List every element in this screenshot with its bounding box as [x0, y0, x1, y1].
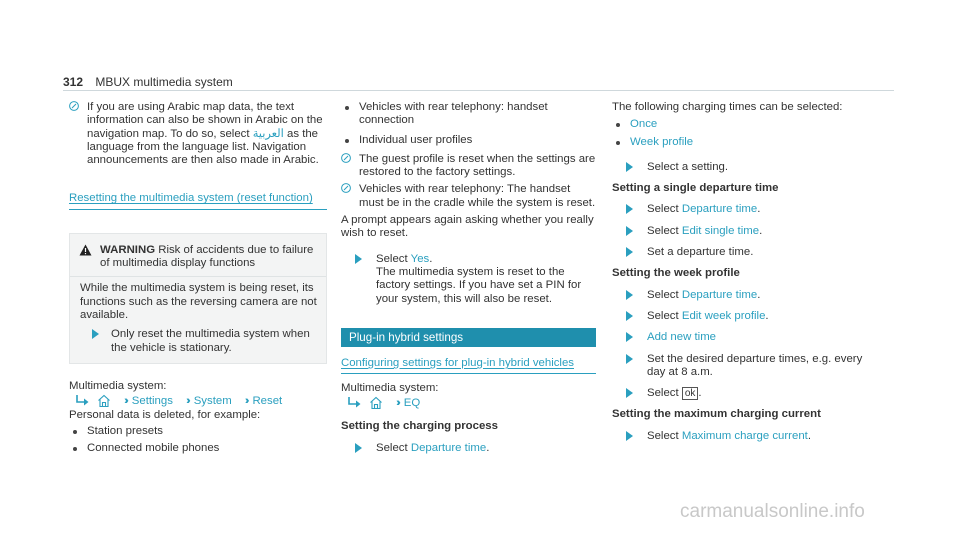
- option-week-profile[interactable]: Week profile: [612, 136, 872, 149]
- step-result: The multimedia system is reset to the factory settings. If you have set a PIN for your system, this will also be reset.: [376, 265, 582, 305]
- warning-icon: [79, 244, 92, 256]
- path-reset: [69, 393, 327, 409]
- header-rule: [63, 90, 894, 91]
- chevron-right-icon: ››: [244, 395, 247, 408]
- path-reset-item[interactable]: Reset: [252, 395, 283, 408]
- note-icon: [341, 183, 351, 193]
- step-edit-single: Select Edit single time.: [612, 225, 872, 238]
- reset-section-heading: [69, 192, 327, 209]
- path-label: Multimedia system:: [69, 379, 167, 392]
- note-icon: [69, 101, 79, 111]
- step-select-setting: Select a setting.: [612, 161, 872, 174]
- step-arrow-icon: [626, 247, 633, 257]
- week-heading: Setting the week profile: [612, 267, 740, 280]
- departure-time-option[interactable]: Departure time: [410, 441, 487, 454]
- menu-path-arrow-icon: [75, 395, 89, 407]
- reset-heading-rule: [69, 209, 327, 210]
- departure-time-option[interactable]: Departure time: [681, 203, 758, 216]
- step-arrow-icon: [626, 226, 633, 236]
- step-departure-2: Select Departure time.: [612, 289, 872, 302]
- home-icon[interactable]: [97, 394, 111, 408]
- path-label: Multimedia system:: [341, 382, 439, 395]
- option-once[interactable]: Once: [612, 118, 872, 131]
- step-arrow-icon: [92, 329, 99, 339]
- list-item: Individual user profiles: [341, 134, 596, 147]
- column-1: [69, 101, 327, 455]
- warning-step: Only reset the multimedia system when the vehicle is stationary.: [70, 328, 326, 363]
- warning-header: [70, 234, 326, 277]
- ok-button[interactable]: ok: [682, 387, 699, 400]
- note-arabic-text: If you are using Arabic map data, the text information can also be shown in Arabic on the navigation map. To do so, select العربية as the language from the language list. Navigation announcements are then also made in Arabic.: [87, 101, 323, 167]
- deleted-text: Personal data is deleted, for example:: [69, 409, 261, 422]
- step-select-yes: Select Yes. The multimedia system is reset to the factory settings. If you have set a PIN for your system, this will also be reset.: [341, 253, 596, 306]
- chevron-right-icon: ››: [186, 395, 188, 408]
- add-new-time-option[interactable]: Add new time: [647, 331, 717, 344]
- step-arrow-icon: [626, 311, 633, 321]
- edit-single-time-option[interactable]: Edit single time: [681, 224, 760, 237]
- config-section-heading: [341, 357, 596, 374]
- path-system[interactable]: System: [193, 395, 232, 408]
- step-departure-time: Select Departure time.: [341, 442, 596, 455]
- chevron-right-icon: ››: [396, 397, 398, 410]
- note-arabic: [69, 101, 327, 167]
- step-arrow-icon: [626, 332, 633, 342]
- max-charge-current-option[interactable]: Maximum charge current: [681, 429, 808, 442]
- step-edit-week: Select Edit week profile.: [612, 310, 872, 323]
- column-2: [341, 101, 596, 455]
- note-handset: Vehicles with rear telephony: The handset must be in the cradle while the system is reset.: [341, 183, 596, 210]
- step-ok: Select ok .: [612, 387, 872, 400]
- config-heading-rule: [341, 373, 596, 374]
- prompt-text: A prompt appears again asking whether you really wish to reset.: [341, 214, 594, 240]
- warning-box: [69, 233, 327, 364]
- departure-time-option[interactable]: Departure time: [681, 288, 758, 301]
- path-eq-item[interactable]: EQ: [403, 397, 421, 410]
- step-arrow-icon: [626, 431, 633, 441]
- max-heading: Setting the maximum charging current: [612, 408, 821, 421]
- list-item: Connected mobile phones: [69, 442, 327, 455]
- step-arrow-icon: [355, 443, 362, 453]
- home-icon[interactable]: [369, 396, 383, 410]
- path-settings[interactable]: Settings: [131, 395, 173, 408]
- warning-text: Risk of accidents due to failure of multimedia display functions: [100, 243, 314, 270]
- single-heading: Setting a single departure time: [612, 182, 779, 195]
- header-title: MBUX multimedia system: [95, 75, 233, 89]
- note-icon: [341, 153, 351, 163]
- note-guest: The guest profile is reset when the settings are restored to the factory settings.: [341, 153, 596, 180]
- path-eq: [341, 395, 596, 411]
- yes-option[interactable]: Yes: [410, 252, 430, 265]
- step-departure: Select Departure time.: [612, 203, 872, 216]
- step-arrow-icon: [355, 254, 362, 264]
- edit-week-profile-option[interactable]: Edit week profile: [681, 309, 766, 322]
- step-max-current: Select Maximum charge current.: [612, 430, 872, 443]
- step-arrow-icon: [626, 162, 633, 172]
- menu-path-arrow-icon: [347, 397, 361, 409]
- step-add-time: [612, 331, 872, 344]
- step-set-desired: Set the desired departure times, e.g. every day at 8 a.m.: [612, 353, 872, 380]
- reset-heading-link[interactable]: Resetting the multimedia system (reset function): [69, 192, 313, 205]
- step-set-departure: Set a departure time.: [612, 246, 872, 259]
- intro-text: The following charging times can be selected:: [612, 101, 843, 113]
- list-item: Station presets: [69, 425, 327, 438]
- page-number: 312: [63, 75, 84, 89]
- step-arrow-icon: [626, 204, 633, 214]
- chevron-right-icon: ››: [124, 395, 126, 408]
- list-item: Vehicles with rear telephony: handset connection: [341, 101, 596, 128]
- config-heading-link[interactable]: Configuring settings for plug-in hybrid vehicles: [341, 356, 574, 369]
- step-arrow-icon: [626, 388, 633, 398]
- section-banner: Plug-in hybrid settings: [341, 328, 596, 347]
- warning-label: WARNING: [100, 243, 156, 256]
- watermark: carmanualsonline.info: [680, 501, 865, 522]
- column-3: [612, 101, 872, 443]
- step-arrow-icon: [626, 354, 633, 364]
- page-header: [63, 76, 233, 89]
- arabic-option[interactable]: العربية: [252, 127, 284, 140]
- step-arrow-icon: [626, 290, 633, 300]
- warning-body: While the multimedia system is being reset, its functions such as the reversing camera are not available.: [80, 282, 317, 321]
- charging-heading: Setting the charging process: [341, 420, 498, 433]
